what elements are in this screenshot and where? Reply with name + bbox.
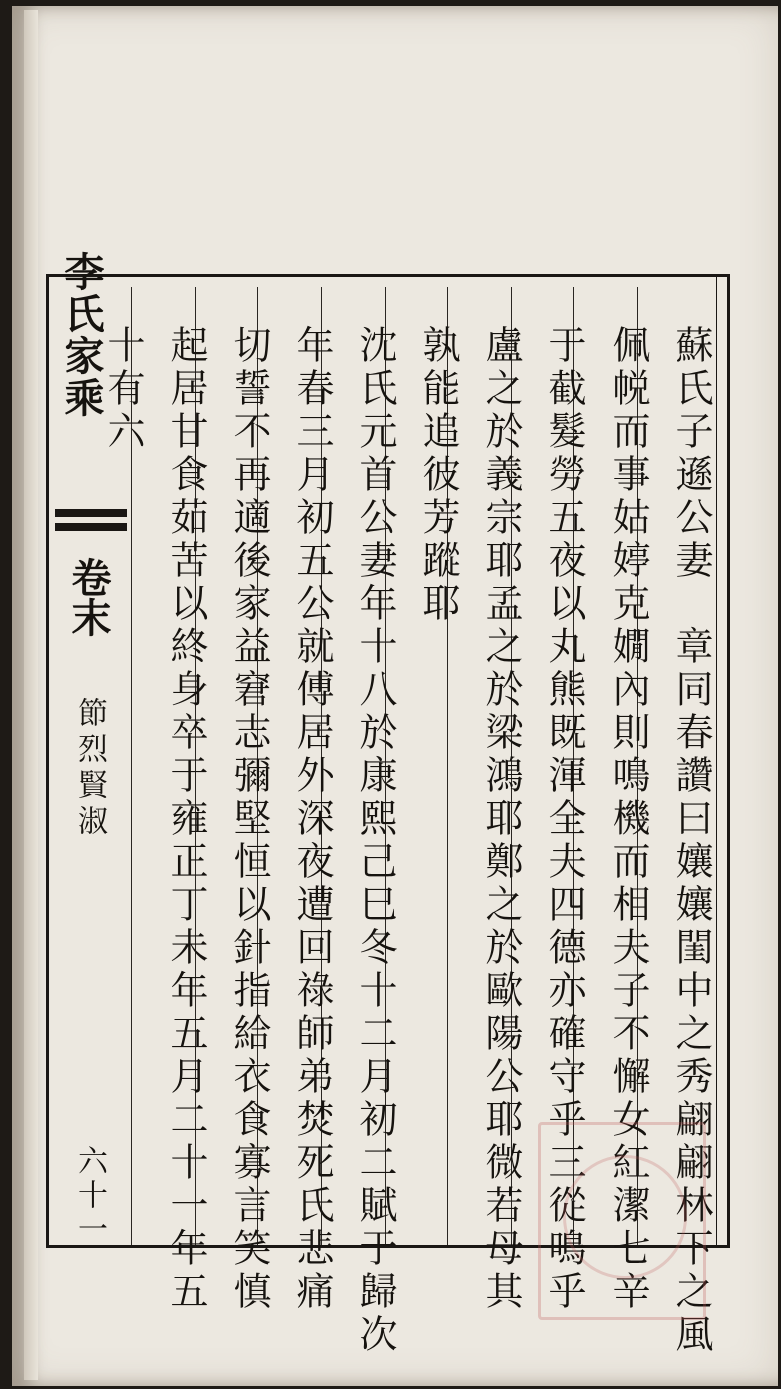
text-frame <box>46 251 730 1357</box>
text-column-9: 起居甘食茹苦以終身卒于雍正丁未年五月二十一年五 <box>164 325 208 1314</box>
fish-tail-mark <box>55 509 127 549</box>
text-column-5: 孰能追彼芳蹤耶 <box>416 325 460 626</box>
text-column-3: 于截髮勞五夜以丸熊既渾全夫四德亦確守乎三從鳴乎 <box>542 325 586 1314</box>
text-column-7: 年春三月初五公就傅居外深夜遭回祿師弟焚死氏悲痛 <box>290 325 334 1314</box>
text-column-10: 十有六 <box>101 325 145 454</box>
text-column-1: 蘇氏子遜公妻 章同春讚曰孃孃閨中之秀翩翩林下之風 <box>669 325 713 1357</box>
text-column-8: 切誓不再適後家益窘志彌堅恒以針指給衣食寡言笑慎 <box>227 325 271 1314</box>
text-column-4: 盧之於義宗耶孟之於梁鴻耶鄭之於歐陽公耶微若母其 <box>479 325 523 1314</box>
book-title: 李氏家乘 <box>58 251 105 419</box>
page-edge <box>24 10 38 1380</box>
page-number: 六十一 <box>72 1145 107 1247</box>
text-column-6: 沈氏元首公妻年十八於康熙己巳冬十二月初二賦于歸次 <box>353 325 397 1357</box>
volume-label: 卷末 <box>65 557 112 637</box>
section-label: 節烈賢淑 <box>72 697 107 841</box>
text-column-2: 佩帨而事姑婷克嫺內則鳴機而相夫子不懈女紅潔七辛 <box>606 325 650 1314</box>
red-seal-stamp <box>538 1122 706 1320</box>
